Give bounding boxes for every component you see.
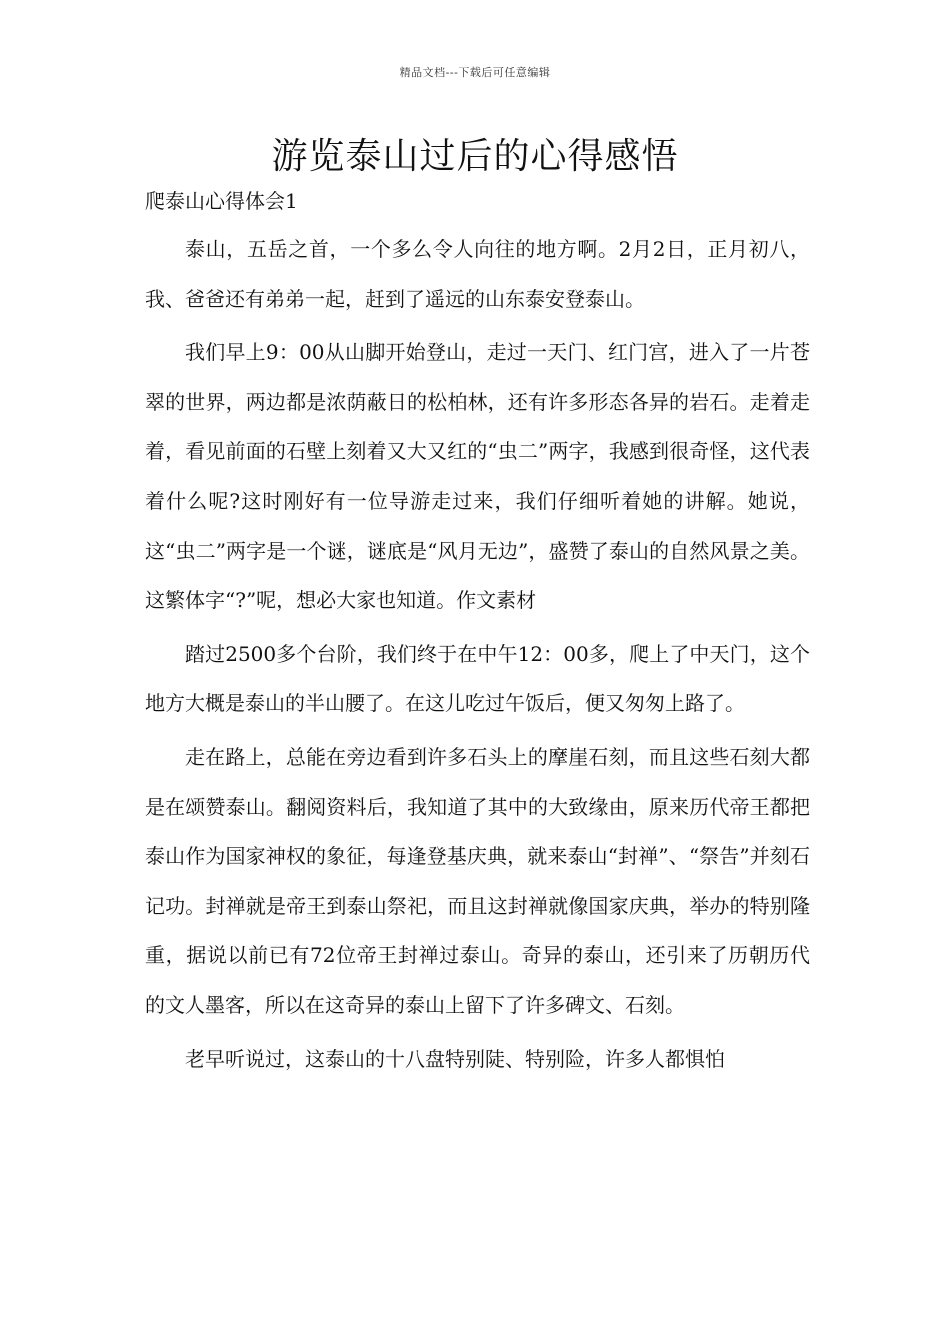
section-subtitle: 爬泰山心得体会1 [145, 189, 298, 213]
paragraph: 我们早上9：00从山脚开始登山，走过一天门、红门宫，进入了一片苍翠的世界，两边都是浓荫蔽日的松柏林，还有许多形态各异的岩石。走着走着，看见前面的石壁上刻着又大又红的“虫二”两字，我感到很奇怪，这代表着什么呢?这时刚好有一位导游走过来，我们仔细听着她的讲解。她说，这“虫二”两字是一个谜，谜底是“风月无边”，盛赞了泰山的自然风景之美。这繁体字“?”呢，想必大家也知道。作文素材 [145, 340, 810, 613]
paragraph: 泰山，五岳之首，一个多么令人向往的地方啊。2月2日，正月初八，我、爸爸还有弟弟一起，赶到了遥远的山东泰安登泰山。 [145, 237, 810, 311]
paragraph: 走在路上，总能在旁边看到许多石头上的摩崖石刻，而且这些石刻大都是在颂赞泰山。翻阅资料后，我知道了其中的大致缘由，原来历代帝王都把泰山作为国家神权的象征，每逢登基庆典，就来泰山“封禅”、“祭告”并刻石记功。封禅就是帝王到泰山祭祀，而且这封禅就像国家庆典，举办的特别隆重，据说以前已有72位帝王封禅过泰山。奇异的泰山，还引来了历朝历代的文人墨客，所以在这奇异的泰山上留下了许多碑文、石刻。 [145, 744, 810, 1017]
paragraph: 老早听说过，这泰山的十八盘特别陡、特别险，许多人都惧怕 [185, 1046, 725, 1071]
document-title: 游览泰山过后的心得感悟 [271, 136, 679, 177]
body-text [145, 225, 810, 1088]
header-note: 精品文档---下载后可任意编辑 [399, 66, 551, 79]
paragraph: 踏过2500多个台阶，我们终于在中午12：00多，爬上了中天门，这个地方大概是泰山的半山腰了。在这儿吃过午饭后，便又匆匆上路了。 [145, 641, 810, 716]
